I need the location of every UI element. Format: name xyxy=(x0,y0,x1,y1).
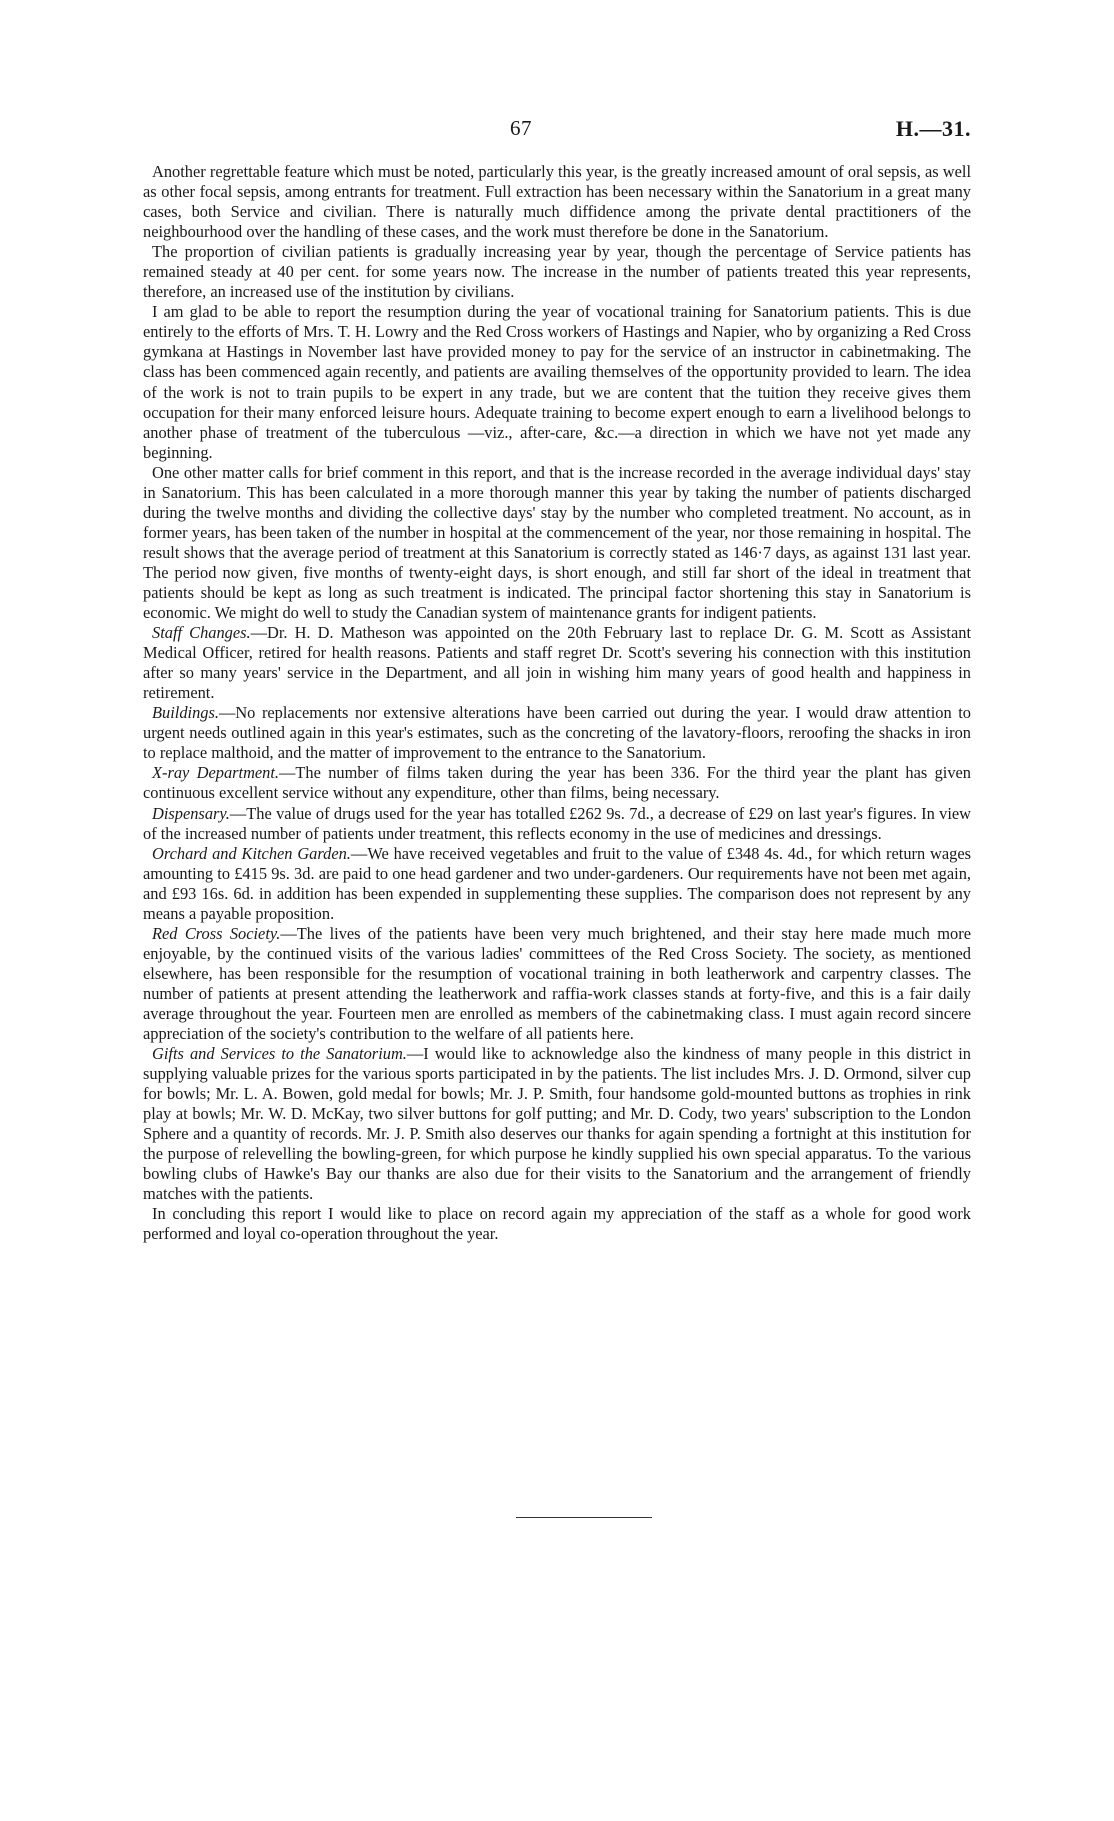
paragraph-civilian-patients xyxy=(143,242,971,302)
end-rule-divider xyxy=(516,1517,652,1518)
paragraph-heading: Red Cross Society. xyxy=(152,923,281,943)
paragraph-text: I am glad to be able to report the resumption during the year of vocational training for Sanatorium patients. This is due entirely to the efforts of Mrs. T. H. Lowry and the Red Cross workers of Hastings and Napier, who by organizing a Red Cross gymkana at Hastings in November last have provided money to pay for the service of an instructor in cabinetmaking. The class has been commenced again recently, and patients are availing themselves of the opportunity provided to learn. The idea of the work is not to train pupils to be expert in any trade, but we are content that the tuition they receive gives them occupation for their many enforced leisure hours. Adequate training to become expert enough to earn a livelihood belongs to another phase of treatment of the tuberculous —viz., after-care, &c.—a direction in which we have not yet made any beginning. xyxy=(143,302,971,462)
paragraph-text: —The lives of the patients have been very much brightened, and their stay here made much more enjoyable, by the continued visits of the various ladies' committees of the Red Cross Society. The society, as mentioned elsewhere, has been responsible for the resumption of vocational training in both leatherwork and carpentry classes. The number of patients at present attending the leatherwork and raffia-work classes stands at forty-five, and this is a fair daily average throughout the year. Fourteen men are enrolled as members of the cabinetmaking class. I must again record sincere appreciation of the society's contribution to the welfare of all patients here. xyxy=(143,923,971,1044)
paragraph-gifts-services xyxy=(143,1044,971,1204)
document-reference: H.—31. xyxy=(895,116,971,141)
paragraph-text: One other matter calls for brief comment in this report, and that is the increase recorded in the average individual days' stay in Sanatorium. This has been calculated in a more thorough manner this year by taking the number of patients discharged during the twelve months and dividing the collective days' stay by the number who completed treatment. No account, as in former years, has been taken of the number in hospital at the commencement of the year, nor those remaining in hospital. The result shows that the average period of treatment at this Sanatorium is correctly stated as 146·7 days, as against 131 last year. The period now given, five months of twenty-eight days, is short enough, and still far short of the ideal in treatment that patients should be kept as long as such treatment is indicated. The principal factor shortening this stay in Sanatorium is economic. We might do well to study the Canadian system of maintenance grants for indigent patients. xyxy=(143,462,971,623)
paragraph-text: —The number of films taken during the year has been 336. For the third year the plant has given continuous excellent service without any expenditure, other than films, being necessary. xyxy=(143,763,971,803)
paragraph-heading: Staff Changes. xyxy=(152,623,251,643)
report-body xyxy=(143,162,971,1245)
paragraph-heading: X-ray Department. xyxy=(152,763,280,783)
paragraph-days-stay xyxy=(143,463,971,623)
paragraph-text: —Dr. H. D. Matheson was appointed on the 20th February last to replace Dr. G. M. Scott as Assistant Medical Officer, retired for health reasons. Patients and staff regret Dr. Scott's severing his connection with this institution after so many years' service in the Department, and all join in wishing him many years of good health and happiness in retirement. xyxy=(143,623,972,703)
paragraph-orchard-garden xyxy=(143,844,971,924)
paragraph-heading: Buildings. xyxy=(152,703,219,723)
paragraph-text: Another regrettable feature which must be noted, particularly this year, is the greatly increased amount of oral sepsis, as well as other focal sepsis, among entrants for treatment. Full extraction has been necessary within the Sanatorium in a great many cases, both Service and civilian. There is naturally much diffidence among the private dental practitioners of the neighbourhood over the handling of these cases, and the work must therefore be done in the Sanatorium. xyxy=(143,162,971,242)
paragraph-buildings xyxy=(143,703,971,763)
page-header xyxy=(0,116,1114,148)
paragraph-vocational-training xyxy=(143,302,971,462)
paragraph-x-ray-department xyxy=(143,763,971,803)
paragraph-dispensary xyxy=(143,804,971,844)
paragraph-staff-changes xyxy=(143,623,971,703)
paragraph-text: In concluding this report I would like to place on record again my appreciation of the staff as a whole for good work performed and loyal co-operation throughout the year. xyxy=(143,1204,971,1244)
paragraph-heading: Orchard and Kitchen Garden. xyxy=(152,843,351,863)
paragraph-text: The proportion of civilian patients is gradually increasing year by year, though the percentage of Service patients has remained steady at 40 per cent. for some years now. The increase in the number of patients treated this year represents, therefore, an increased use of the institution by civilians. xyxy=(143,242,971,302)
paragraph-oral-sepsis xyxy=(143,162,971,242)
paragraph-red-cross-society xyxy=(143,924,971,1044)
paragraph-heading: Dispensary. xyxy=(152,803,230,823)
paragraph-text: —I would like to acknowledge also the kindness of many people in this district in supplying valuable prizes for the various sports participated in by the patients. The list includes Mrs. J. D. Ormond, silver cup for bowls; Mr. L. A. Bowen, gold medal for bowls; Mr. J. P. Smith, four handsome gold-mounted buttons as trophies in rink play at bowls; Mr. W. D. McKay, two silver buttons for golf putting; and Mr. D. Cody, two years' subscription to the London Sphere and a quantity of records. Mr. J. P. Smith also deserves our thanks for again spending a fortnight at this institution for the purpose of relevelling the bowling-green, for which purpose he kindly supplied his own special apparatus. To the various bowling clubs of Hawke's Bay our thanks are also due for their visits to the Sanatorium and the arrangement of friendly matches with the patients. xyxy=(143,1044,971,1204)
paragraph-text: —The value of drugs used for the year has totalled £262 9s. 7d., a decrease of £29 on last year's figures. In view of the increased number of patients under treatment, this reflects economy in the use of medicines and dressings. xyxy=(143,803,971,843)
paragraph-text: —We have received vegetables and fruit to the value of £348 4s. 4d., for which return wages amounting to £415 9s. 3d. are paid to one head gardener and two under-gardeners. Our requirements have not been met again, and £93 16s. 6d. in addition has been expended in supplementing these supplies. The comparison does not represent by any means a payable proposition. xyxy=(143,843,972,923)
paragraph-text: —No replacements nor extensive alterations have been carried out during the year. I would draw attention to urgent needs outlined again in this year's estimates, such as the concreting of the lavatory-floors, reroofing the shacks in iron to replace malthoid, and the matter of improvement to the entrance to the Sanatorium. xyxy=(143,703,971,763)
page-number: 67 xyxy=(510,116,532,140)
paragraph-concluding xyxy=(143,1204,971,1244)
paragraph-heading: Gifts and Services to the Sanatorium. xyxy=(152,1044,407,1064)
